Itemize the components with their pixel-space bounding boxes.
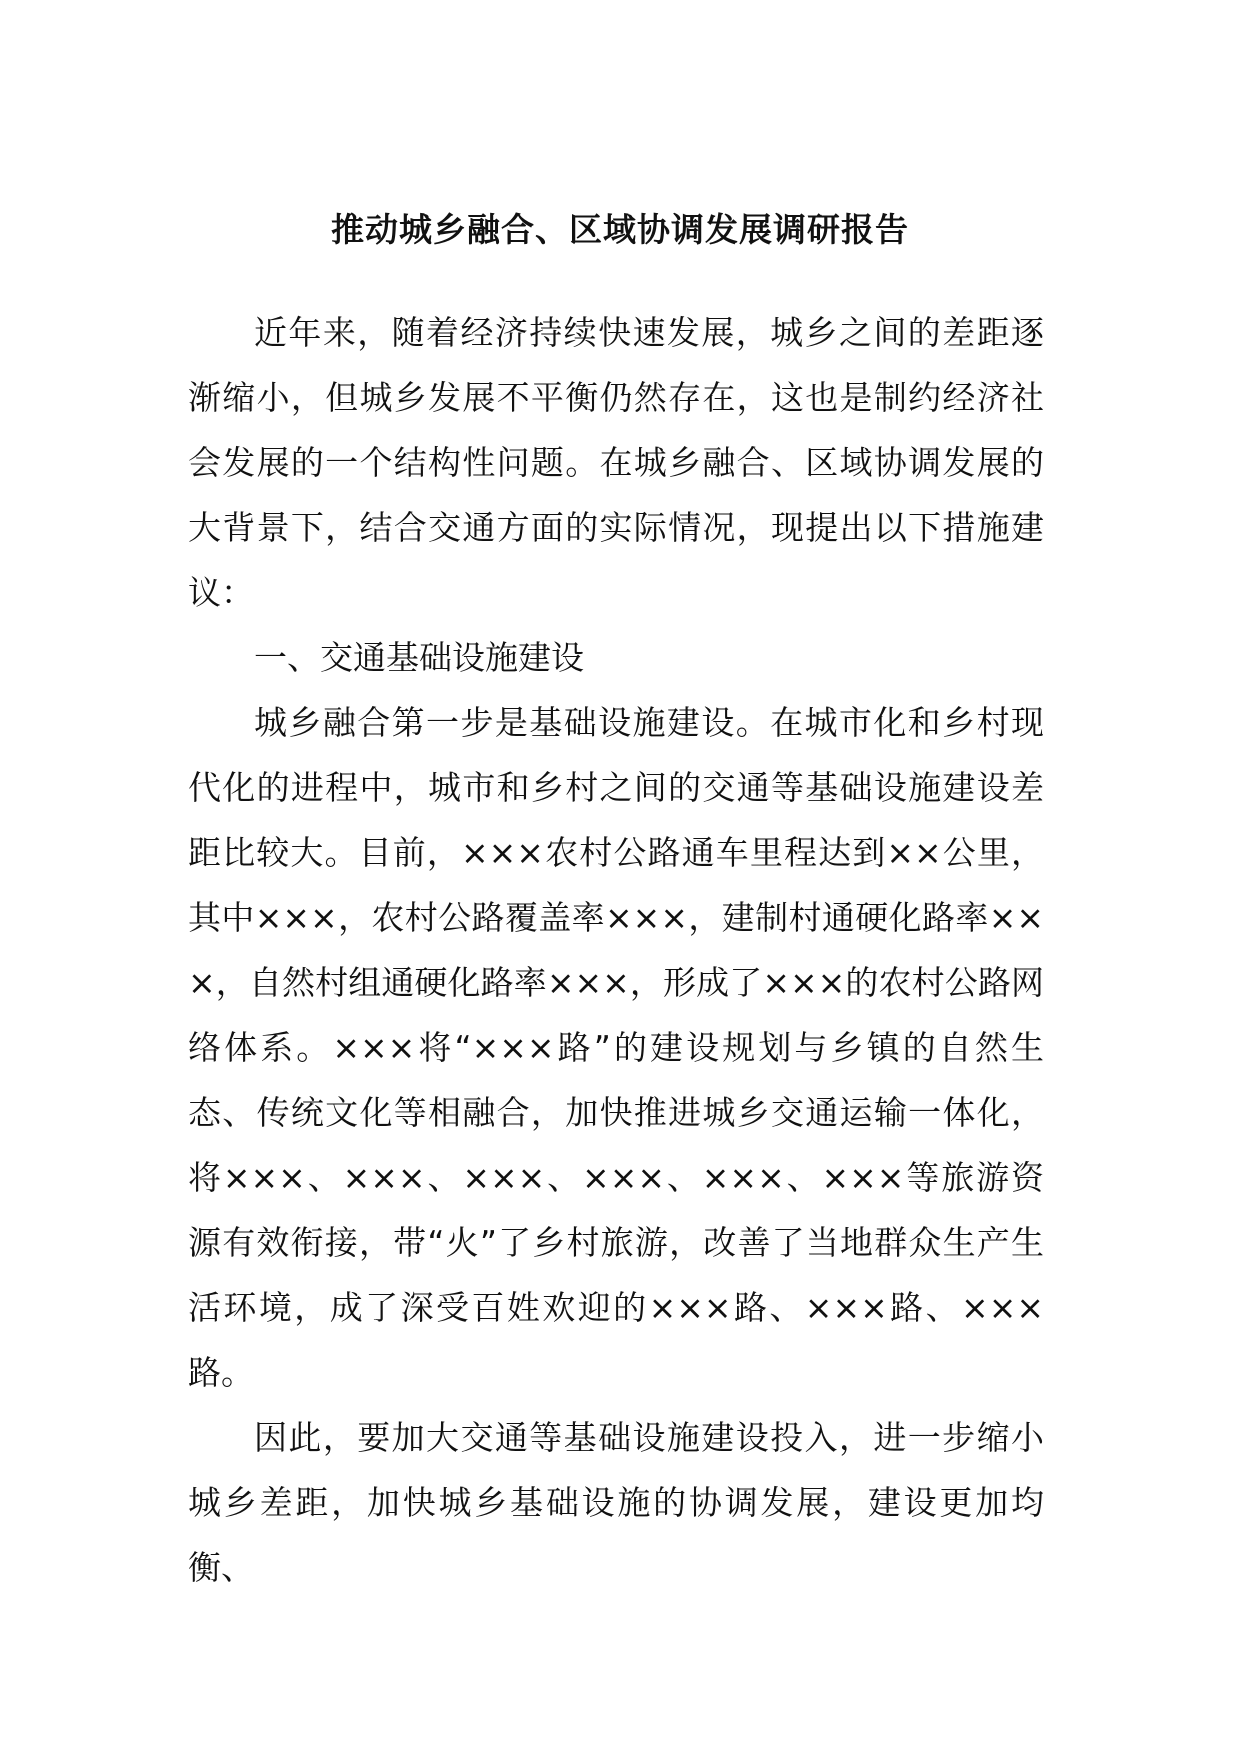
section-heading-1: 一、交通基础设施建设 [254,638,584,677]
paragraph-intro: 近年来，随着经济持续快速发展，城乡之间的差距逐渐缩小，但城乡发展不平衡仍然存在，这也是制约经济社会发展的一个结构性问题。在城乡融合、区域协调发展的大背景下，结合交通方面的实际情况，现提出以下措施建议： [188,313,1044,612]
document-body [188,300,1044,1600]
paragraph-conclusion: 因此，要加大交通等基础设施建设投入，进一步缩小城乡差距，加快城乡基础设施的协调发展，建设更加均衡、 [188,1418,1044,1587]
paragraph-infrastructure: 城乡融合第一步是基础设施建设。在城市化和乡村现代化的进程中，城市和乡村之间的交通等基础设施建设差距比较大。目前，×××农村公路通车里程达到××公里，其中×××，农村公路覆盖率×××，建制村通硬化路率×××，自然村组通硬化路率×××，形成了×××的农村公路网络体系。×××将“×××路”的建设规划与乡镇的自然生态、传统文化等相融合，加快推进城乡交通运输一体化，将×××、×××、×××、×××、×××、×××等旅游资源有效衔接，带“火”了乡村旅游，改善了当地群众生产生活环境，成了深受百姓欢迎的×××路、×××路、×××路。 [188,703,1044,1392]
document-title: 推动城乡融合、区域协调发展调研报告 [331,210,909,249]
